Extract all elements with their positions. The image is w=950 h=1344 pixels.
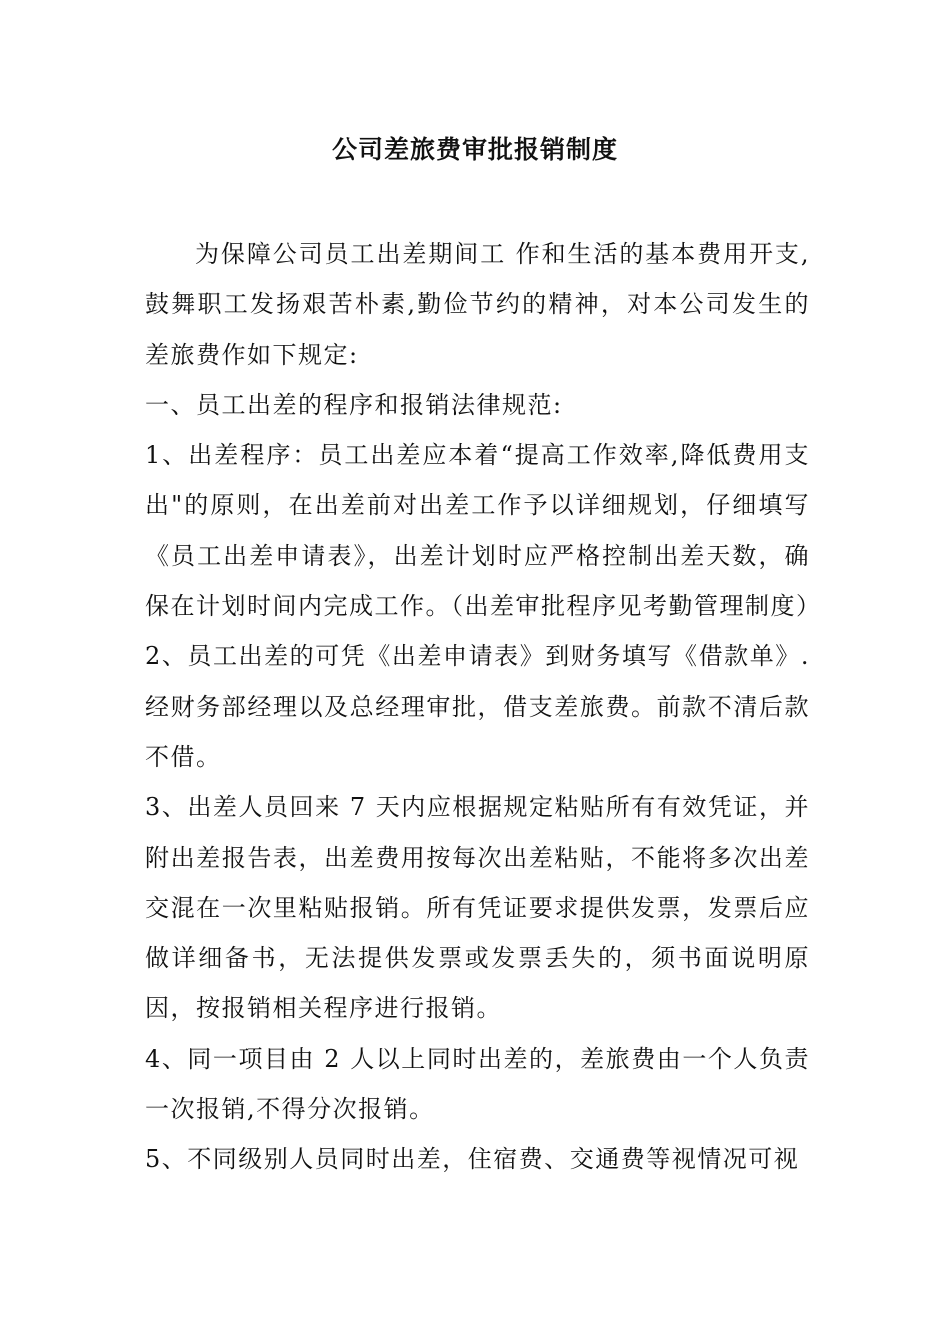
document-body <box>145 229 822 1185</box>
clause-4: 4、同一项目由 2 人以上同时出差的，差旅费由一个人负责一次报销,不得分次报销。 <box>145 1044 810 1124</box>
clause-1: 1、出差程序：员工出差应本着“提高工作效率,降低费用支出"的原则，在出差前对出差工作予以详细规划，仔细填写《员工出差申请表》，出差计划时应严格控制出差天数，确保在计划时间内完成工作。（出差审批程序见考勤管理制度） <box>145 441 822 621</box>
intro-paragraph: 为保障公司员工出差期间工 作和生活的基本费用开支,鼓舞职工发扬艰苦朴素,勤俭节约的精神，对本公司发生的差旅费作如下规定: <box>145 240 810 369</box>
clause-5: 5、不同级别人员同时出差，住宿费、交通费等视情况可视 <box>145 1145 800 1174</box>
clause-2: 2、员工出差的可凭《出差申请表》到财务填写《借款单》.经财务部经理以及总经理审批，借支差旅费。前款不清后款不借。 <box>145 642 810 771</box>
document-title: 公司差旅费审批报销制度 <box>331 135 618 164</box>
section-heading-1: 一、员工出差的程序和报销法律规范: <box>145 390 563 419</box>
clause-3: 3、出差人员回来 7 天内应根据规定粘贴所有有效凭证，并附出差报告表，出差费用按每次出差粘贴，不能将多次出差交混在一次里粘贴报销。所有凭证要求提供发票，发票后应做详细备书，无法提供发票或发票丢失的，须书面说明原因，按报销相关程序进行报销。 <box>145 793 810 1023</box>
